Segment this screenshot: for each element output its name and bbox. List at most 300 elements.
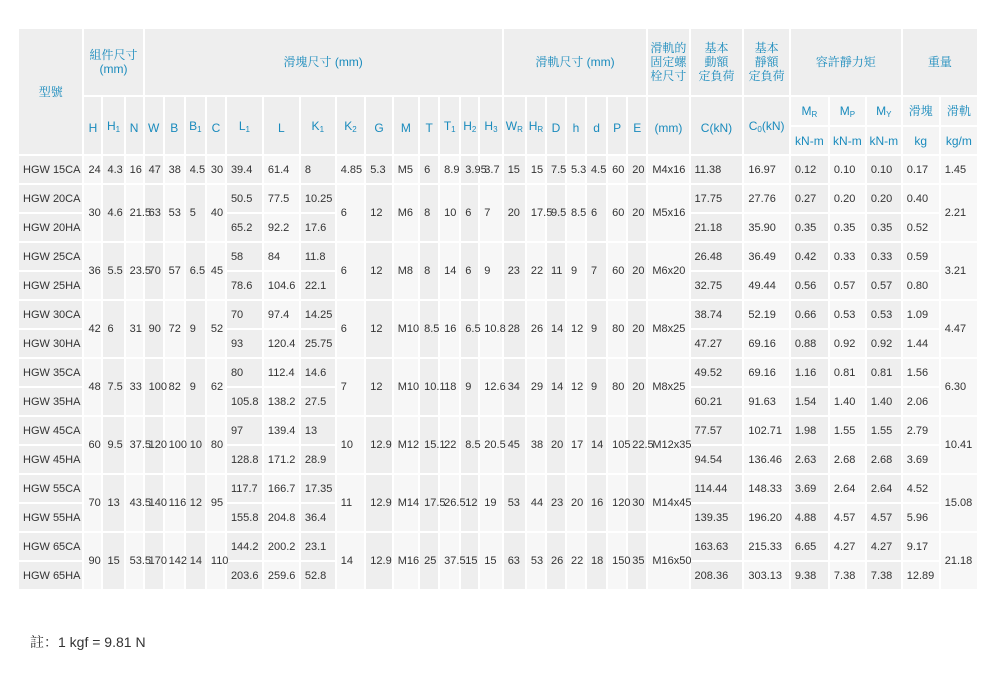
param-label [107, 119, 120, 133]
table-cell: 20 [627, 358, 647, 416]
table-cell: 0.20 [829, 184, 866, 213]
param-label [444, 119, 456, 133]
table-cell: 138.2 [263, 387, 300, 416]
table-cell: 60 [83, 416, 102, 474]
table-cell: 12.6 [479, 358, 502, 416]
param-symbol: B [189, 118, 198, 133]
table-cell: 0.33 [866, 242, 902, 271]
param-header [647, 96, 689, 155]
table-cell: 170 [144, 532, 164, 590]
table-row [18, 474, 978, 503]
table-cell: 208.36 [690, 561, 744, 590]
table-cell: 95 [206, 474, 226, 532]
table-cell: 77.57 [690, 416, 744, 445]
param-header [185, 96, 206, 155]
table-cell: 215.33 [743, 532, 789, 561]
param-symbol: C [748, 118, 758, 133]
table-cell: 30 [627, 474, 647, 532]
table-cell: 7.38 [829, 561, 866, 590]
table-cell: 70 [83, 474, 102, 532]
table-cell: 0.35 [790, 213, 829, 242]
table-cell: 4.3 [102, 155, 124, 184]
table-cell: 0.17 [902, 155, 940, 184]
table-cell: HGW 20CA [18, 184, 83, 213]
table-cell: 21.5 [125, 184, 144, 242]
table-cell: 0.81 [829, 358, 866, 387]
table-cell: 9.5 [102, 416, 124, 474]
table-cell: 26.48 [690, 242, 744, 271]
table-cell: 17.5 [526, 184, 546, 242]
weight-unit: kg [902, 126, 940, 155]
table-cell: 4.5 [586, 155, 607, 184]
param-label [840, 104, 855, 118]
param-header [393, 96, 419, 155]
table-cell: M14x45 [647, 474, 689, 532]
table-cell: M8x25 [647, 358, 689, 416]
table-cell: 21.18 [690, 213, 744, 242]
table-cell: 93 [226, 329, 263, 358]
table-cell: 20 [546, 416, 566, 474]
table-cell: 6.5 [185, 242, 206, 300]
param-header [419, 96, 439, 155]
table-cell: 8 [419, 184, 439, 242]
table-cell: 14.6 [300, 358, 336, 387]
table-cell: 5.3 [365, 155, 392, 184]
table-cell: 14 [586, 416, 607, 474]
table-cell: HGW 65HA [18, 561, 83, 590]
table-cell: 23.5 [125, 242, 144, 300]
table-cell: 38.74 [690, 300, 744, 329]
table-cell: 120 [607, 474, 627, 532]
table-cell: 20 [627, 300, 647, 358]
table-cell: 104.6 [263, 271, 300, 300]
table-cell: 35.90 [743, 213, 789, 242]
table-cell: 53 [164, 184, 185, 242]
table-cell: 78.6 [226, 271, 263, 300]
header-block: 滑塊尺寸 (mm) [144, 28, 503, 96]
table-cell: 24 [83, 155, 102, 184]
table-cell: HGW 45CA [18, 416, 83, 445]
moment-unit: kN-m [790, 126, 829, 155]
param-symbol: C(kN) [700, 120, 733, 135]
table-cell: 32.75 [690, 271, 744, 300]
table-cell: 0.27 [790, 184, 829, 213]
table-cell: 69.16 [743, 358, 789, 387]
header-dynamic-load [690, 28, 744, 96]
param-symbol: M [839, 104, 850, 118]
table-cell: M10 [393, 300, 419, 358]
param-label [552, 121, 561, 135]
table-cell: 15 [102, 532, 124, 590]
table-cell: 27.5 [300, 387, 336, 416]
header-bolt [647, 28, 689, 96]
table-cell: 60 [607, 155, 627, 184]
table-row [18, 416, 978, 445]
table-cell: 0.52 [902, 213, 940, 242]
table-cell: 9 [586, 300, 607, 358]
table-cell: 7.5 [546, 155, 566, 184]
param-symbol: M [876, 104, 887, 118]
table-cell: 9 [479, 242, 502, 300]
table-cell: 1.55 [866, 416, 902, 445]
table-cell: 30 [206, 155, 226, 184]
table-cell: 0.53 [866, 300, 902, 329]
table-cell: 12 [566, 358, 586, 416]
table-cell: 3.95 [460, 155, 479, 184]
table-cell: 16 [586, 474, 607, 532]
table-cell: HGW 55HA [18, 503, 83, 532]
param-symbol: H [463, 118, 472, 133]
param-header [627, 96, 647, 155]
table-cell: 4.6 [102, 184, 124, 242]
table-cell: 40 [206, 184, 226, 242]
param-label [633, 121, 641, 135]
table-cell: 12 [460, 474, 479, 532]
table-cell: 36.4 [300, 503, 336, 532]
param-subscript: 1 [319, 124, 325, 134]
table-cell: 1.44 [902, 329, 940, 358]
param-header [206, 96, 226, 155]
param-symbol: H [484, 118, 494, 133]
table-cell: HGW 35CA [18, 358, 83, 387]
table-row [18, 532, 978, 561]
header-line: 栓尺寸 [650, 69, 687, 83]
param-symbol: C [211, 120, 221, 135]
table-cell: 57 [164, 242, 185, 300]
table-cell: 53.5 [125, 532, 144, 590]
table-cell: 45 [503, 416, 526, 474]
param-label [170, 121, 178, 135]
table-cell: HGW 25HA [18, 271, 83, 300]
param-header [336, 96, 366, 155]
header-line: 基本 [704, 41, 729, 55]
param-subscript: Y [886, 110, 892, 119]
table-cell: 102.71 [743, 416, 789, 445]
table-cell: 5.3 [566, 155, 586, 184]
param-header [226, 96, 263, 155]
param-label [89, 121, 98, 135]
table-cell: 77.5 [263, 184, 300, 213]
header-line: 靜額 [754, 55, 779, 69]
header-weight: 重量 [902, 28, 978, 96]
table-cell: 6 [336, 300, 366, 358]
header-line: 滑軌的 [650, 41, 687, 55]
table-cell: 8.9 [439, 155, 460, 184]
table-cell: 7 [586, 242, 607, 300]
table-cell: 20 [627, 155, 647, 184]
table-cell: 196.20 [743, 503, 789, 532]
table-cell: M16x50 [647, 532, 689, 590]
table-cell: 13 [300, 416, 336, 445]
param-header [263, 96, 300, 155]
table-cell: 0.35 [866, 213, 902, 242]
param-label [749, 119, 785, 133]
table-cell: 62 [206, 358, 226, 416]
table-cell: 12 [185, 474, 206, 532]
param-header [607, 96, 627, 155]
param-label [312, 119, 324, 133]
table-cell: HGW 30CA [18, 300, 83, 329]
table-cell: 97 [226, 416, 263, 445]
table-cell: 303.13 [743, 561, 789, 590]
table-cell: 3.69 [902, 445, 940, 474]
table-cell: 14 [546, 300, 566, 358]
table-cell: 61.4 [263, 155, 300, 184]
table-cell: 12.9 [365, 532, 392, 590]
table-row [18, 242, 978, 271]
table-cell: 43.5 [125, 474, 144, 532]
table-cell: 9.38 [790, 561, 829, 590]
param-header [365, 96, 392, 155]
table-cell: 10 [439, 184, 460, 242]
table-cell: 20 [503, 184, 526, 242]
table-cell: 9 [460, 358, 479, 416]
param-suffix: (kN) [761, 118, 785, 133]
table-cell: 18 [439, 358, 460, 416]
table-cell: 20 [627, 184, 647, 242]
table-cell: M8 [393, 242, 419, 300]
param-symbol: M [400, 120, 411, 135]
table-cell: 9 [185, 300, 206, 358]
table-cell: 26.5 [439, 474, 460, 532]
table-cell: 0.56 [790, 271, 829, 300]
table-cell: M10 [393, 358, 419, 416]
table-cell: 48 [83, 358, 102, 416]
param-subscript: 2 [471, 124, 477, 134]
header-line: (mm) [99, 62, 128, 76]
table-cell: 7.5 [102, 358, 124, 416]
table-cell: 171.2 [263, 445, 300, 474]
param-label [130, 121, 139, 135]
table-cell: 63 [144, 184, 164, 242]
table-cell: 128.8 [226, 445, 263, 474]
table-cell: 80 [226, 358, 263, 387]
param-header [690, 96, 744, 155]
table-cell: 97.4 [263, 300, 300, 329]
table-cell: 142 [164, 532, 185, 590]
param-symbol: M [801, 104, 812, 118]
moment-header [829, 96, 866, 126]
table-cell: M6x20 [647, 242, 689, 300]
table-cell: 49.52 [690, 358, 744, 387]
table-cell: 0.10 [866, 155, 902, 184]
table-cell: 13 [102, 474, 124, 532]
table-cell: 34 [503, 358, 526, 416]
param-header [125, 96, 144, 155]
table-cell: 15 [479, 532, 502, 590]
table-cell: 53 [526, 532, 546, 590]
table-cell: M5x16 [647, 184, 689, 242]
table-cell: 0.57 [829, 271, 866, 300]
table-cell: 1.56 [902, 358, 940, 387]
table-cell: 70 [226, 300, 263, 329]
table-cell: 92.2 [263, 213, 300, 242]
table-cell: 80 [206, 416, 226, 474]
table-cell: 12 [365, 358, 392, 416]
param-subscript: P [849, 110, 856, 119]
table-cell: 1.45 [940, 155, 978, 184]
table-cell: 26 [526, 300, 546, 358]
table-cell: 0.66 [790, 300, 829, 329]
table-cell: 20.5 [479, 416, 502, 474]
param-header [526, 96, 546, 155]
table-cell: 42 [83, 300, 102, 358]
param-label [212, 121, 221, 135]
table-cell: M8x25 [647, 300, 689, 358]
table-cell: 23 [503, 242, 526, 300]
header-assembly [83, 28, 143, 96]
header-line: 定負荷 [748, 69, 785, 83]
table-cell: 4.52 [902, 474, 940, 503]
table-cell: HGW 20HA [18, 213, 83, 242]
table-cell: 37.5 [439, 532, 460, 590]
table-cell: 90 [144, 300, 164, 358]
table-cell: 6 [460, 242, 479, 300]
table-cell: 8 [419, 242, 439, 300]
param-header [102, 96, 124, 155]
param-label [801, 104, 817, 118]
table-cell: 9.17 [902, 532, 940, 561]
param-symbol: L [238, 118, 246, 133]
table-cell: 29 [526, 358, 546, 416]
weight-header: 滑軌 [940, 96, 978, 126]
table-cell: 1.55 [829, 416, 866, 445]
header-moment: 容許靜力矩 [790, 28, 902, 96]
table-cell: 0.33 [829, 242, 866, 271]
param-symbol: E [633, 120, 642, 135]
table-cell: 0.88 [790, 329, 829, 358]
table-cell: 3.69 [790, 474, 829, 503]
param-label [239, 119, 250, 133]
table-cell: 0.40 [902, 184, 940, 213]
table-cell: HGW 25CA [18, 242, 83, 271]
table-cell: 117.7 [226, 474, 263, 503]
param-label [506, 119, 523, 133]
table-cell: 1.16 [790, 358, 829, 387]
param-subscript: R [517, 124, 523, 134]
table-cell: M16 [393, 532, 419, 590]
table-cell: HGW 15CA [18, 155, 83, 184]
table-cell: 11 [336, 474, 366, 532]
table-cell: 10.25 [300, 184, 336, 213]
table-cell: 7.38 [866, 561, 902, 590]
table-cell: 16 [125, 155, 144, 184]
table-row [18, 300, 978, 329]
table-cell: 52 [206, 300, 226, 358]
table-cell: M14 [393, 474, 419, 532]
table-cell: 15 [526, 155, 546, 184]
param-label [189, 119, 201, 133]
table-cell: 37.5 [125, 416, 144, 474]
param-header [546, 96, 566, 155]
table-cell: 136.46 [743, 445, 789, 474]
table-cell: 58 [226, 242, 263, 271]
param-label [148, 121, 159, 135]
param-label [529, 119, 543, 133]
table-cell: 105 [607, 416, 627, 474]
table-cell: 33 [125, 358, 144, 416]
footnote: 註：1 kgf = 9.81 N [30, 634, 146, 650]
table-cell: 0.92 [866, 329, 902, 358]
table-cell: 6 [419, 155, 439, 184]
param-symbol: H [528, 118, 538, 133]
table-cell: 17.5 [419, 474, 439, 532]
table-cell: 4.57 [866, 503, 902, 532]
table-cell: 14 [336, 532, 366, 590]
table-cell: 0.92 [829, 329, 866, 358]
header-line: 基本 [754, 41, 779, 55]
table-cell: 0.80 [902, 271, 940, 300]
param-header [586, 96, 607, 155]
table-cell: 114.44 [690, 474, 744, 503]
table-cell: 150 [607, 532, 627, 590]
table-cell: 4.27 [866, 532, 902, 561]
table-cell: 0.59 [902, 242, 940, 271]
param-label [344, 119, 356, 133]
table-cell: M12x35 [647, 416, 689, 474]
param-label [701, 121, 732, 135]
param-symbol: K [311, 118, 320, 133]
header-row-groups [18, 28, 978, 96]
table-cell: 45 [206, 242, 226, 300]
header-row-params [18, 96, 978, 126]
weight-header: 滑塊 [902, 96, 940, 126]
table-cell: 21.18 [940, 532, 978, 590]
table-cell: 14 [439, 242, 460, 300]
table-cell: 11 [546, 242, 566, 300]
table-cell: 166.7 [263, 474, 300, 503]
table-cell: 139.4 [263, 416, 300, 445]
table-cell: 60 [607, 184, 627, 242]
table-cell: 12 [566, 300, 586, 358]
table-cell: 10.1 [419, 358, 439, 416]
table-cell: 9 [566, 242, 586, 300]
param-symbol: L [278, 120, 285, 135]
table-cell: 148.33 [743, 474, 789, 503]
table-cell: 14.25 [300, 300, 336, 329]
table-cell: 2.79 [902, 416, 940, 445]
param-header [439, 96, 460, 155]
table-cell: 6.30 [940, 358, 978, 416]
table-cell: HGW 30HA [18, 329, 83, 358]
table-cell: 100 [164, 416, 185, 474]
table-cell: 25 [419, 532, 439, 590]
param-header [300, 96, 336, 155]
table-cell: 65.2 [226, 213, 263, 242]
table-cell: 28 [503, 300, 526, 358]
table-cell: 3.21 [940, 242, 978, 300]
table-cell: 8.5 [419, 300, 439, 358]
table-cell: 14 [546, 358, 566, 416]
param-subscript: R [811, 110, 818, 119]
table-cell: 6.5 [460, 300, 479, 358]
table-cell: 39.4 [226, 155, 263, 184]
table-cell: 12.9 [365, 474, 392, 532]
table-cell: 0.20 [866, 184, 902, 213]
table-cell: 17 [566, 416, 586, 474]
table-cell: 10 [336, 416, 366, 474]
table-cell: 70 [144, 242, 164, 300]
table-cell: 2.68 [866, 445, 902, 474]
header-line: 動額 [704, 55, 729, 69]
param-header [83, 96, 102, 155]
table-cell: 3.7 [479, 155, 502, 184]
table-cell: 1.40 [829, 387, 866, 416]
table-cell: 22 [439, 416, 460, 474]
table-cell: 63 [503, 532, 526, 590]
table-cell: 9 [185, 358, 206, 416]
table-cell: 69.16 [743, 329, 789, 358]
